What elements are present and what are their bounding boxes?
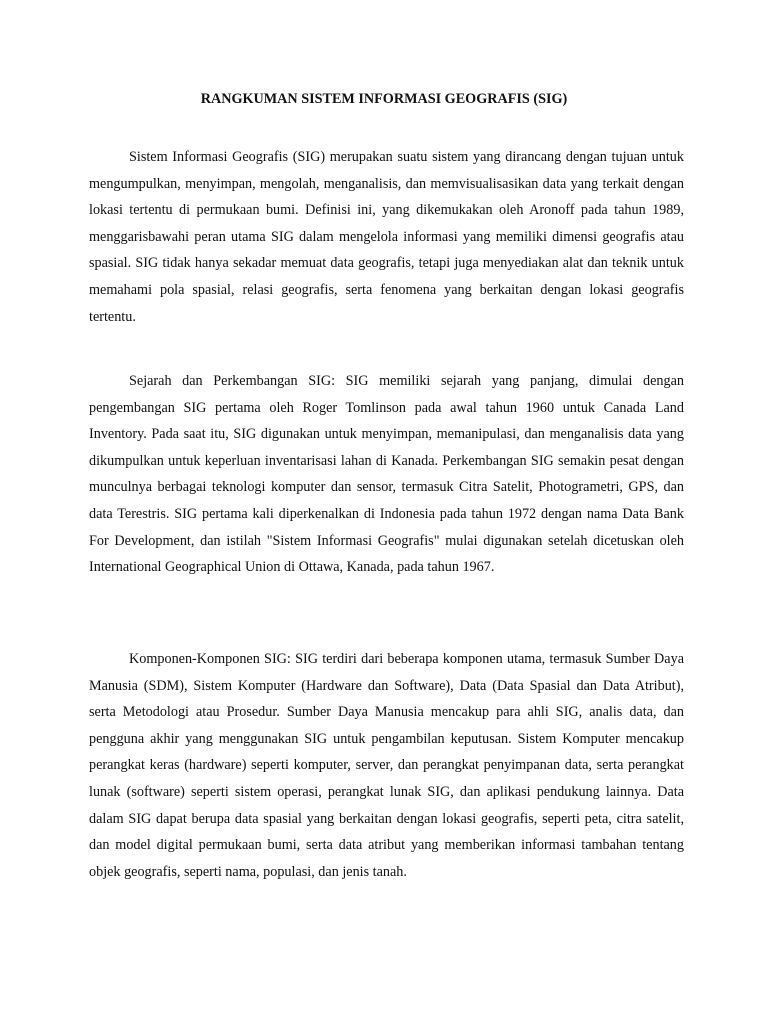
paragraph-history: Sejarah dan Perkembangan SIG: SIG memiliki sejarah yang panjang, dimulai dengan pengembangan SIG pertama oleh Roger Tomlinson pada awal tahun 1960 untuk Canada Land Inventory. Pada saat itu, SIG digunakan untuk menyimpan, memanipulasi, dan menganalisis data yang dikumpulkan untuk keperluan inventarisasi lahan di Kanada. Perkembangan SIG semakin pesat dengan munculnya berbagai teknologi komputer dan sensor, termasuk Citra Satelit, Photogrametri, GPS, dan data Terestris. SIG pertama kali diperkenalkan di Indonesia pada tahun 1972 dengan nama Data Bank For Development, dan istilah "Sistem Informasi Geografis" mulai digunakan setelah dicetuskan oleh International Geographical Union di Ottawa, Kanada, pada tahun 1967. — [89, 373, 684, 576]
paragraph-components: Komponen-Komponen SIG: SIG terdiri dari beberapa komponen utama, termasuk Sumber Daya Manusia (SDM), Sistem Komputer (Hardware dan Software), Data (Data Spasial dan Data Atribut), serta Metodologi atau Prosedur. Sumber Daya Manusia mencakup para ahli SIG, analis data, dan pengguna akhir yang menggunakan SIG untuk pengambilan keputusan. Sistem Komputer mencakup perangkat keras (hardware) seperti komputer, server, dan perangkat penyimpanan data, serta perangkat lunak (software) seperti sistem operasi, perangkat lunak SIG, dan aplikasi pendukung lainnya. Data dalam SIG dapat berupa data spasial yang berkaitan dengan lokasi geografis, seperti peta, citra satelit, dan model digital permukaan bumi, serta data atribut yang memberikan informasi tambahan tentang objek geografis, seperti nama, populasi, dan jenis tanah. — [89, 651, 684, 880]
paragraph-definition: Sistem Informasi Geografis (SIG) merupakan suatu sistem yang dirancang dengan tujuan untuk mengumpulkan, menyimpan, mengolah, menganalisis, dan memvisualisasikan data yang terkait dengan lokasi tertentu di permukaan bumi. Definisi ini, yang dikemukakan oleh Aronoff pada tahun 1989, menggarisbawahi peran utama SIG dalam mengelola informasi yang memiliki dimensi geografis atau spasial. SIG tidak hanya sekadar memuat data geografis, tetapi juga menyediakan alat dan teknik untuk memahami pola spasial, relasi geografis, serta fenomena yang berkaitan dengan lokasi geografis tertentu. — [89, 149, 684, 325]
document-title: RANGKUMAN SISTEM INFORMASI GEOGRAFIS (SIG) — [200, 91, 568, 107]
